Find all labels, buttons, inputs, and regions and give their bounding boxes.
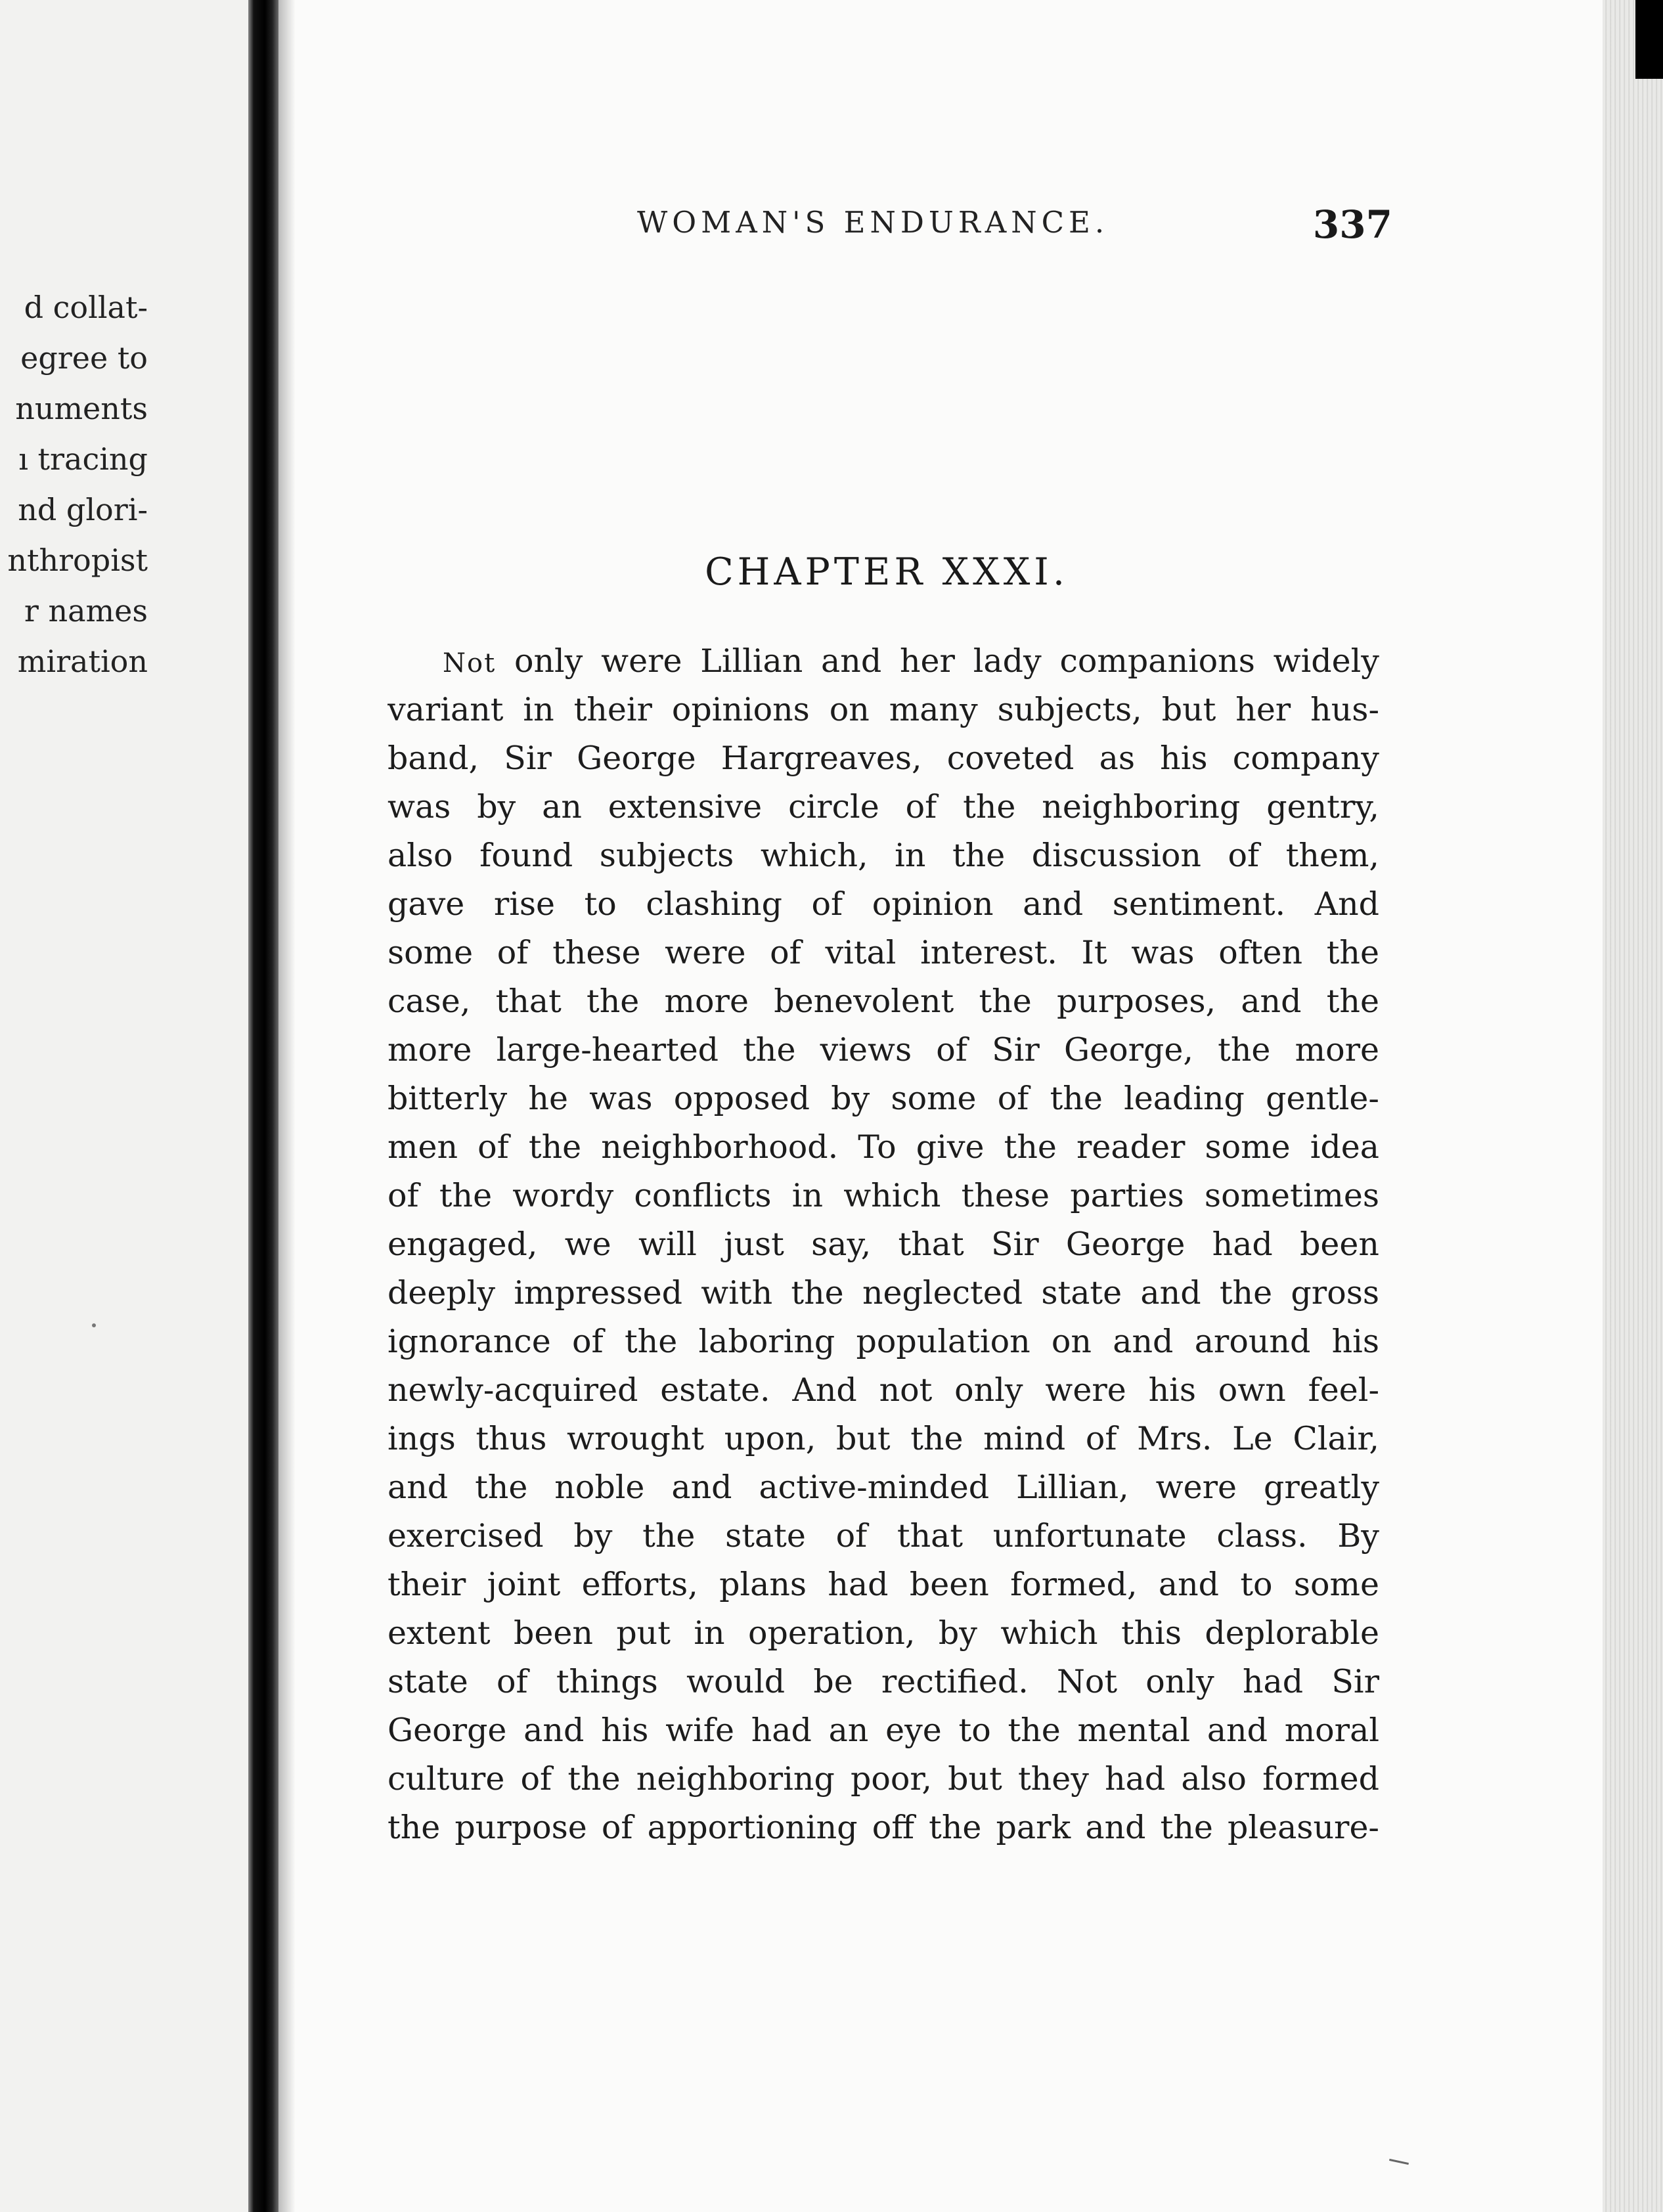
text-line: band, Sir George Hargreaves, coveted as his company [388,740,1379,777]
text-line: and the noble and active-minded Lillian, were greatly [388,1469,1379,1506]
text-line: extent been put in operation, by which this deplorable [388,1614,1379,1652]
first-line-text: only were Lillian and her lady companions widely [496,642,1379,680]
text-line: culture of the neighboring poor, but they had also formed [388,1760,1379,1798]
left-page-line: nd glori- [18,492,148,527]
text-line: gave rise to clashing of opinion and sentiment. And [388,885,1379,923]
left-page-line: egree to [20,340,148,376]
text-line: their joint efforts, plans had been formed, and to some [388,1566,1379,1603]
left-page-text [0,282,253,687]
text-line: case, that the more benevolent the purposes, and the [388,983,1379,1020]
text-line: exercised by the state of that unfortunate class. By [388,1517,1379,1555]
text-line: engaged, we will just say, that Sir George had been [388,1226,1379,1263]
chapter-heading: CHAPTER XXXI. [705,550,1069,594]
text-line: George and his wife had an eye to the mental and moral [388,1712,1379,1749]
paragraph-first-line [388,637,1379,686]
left-page-line: r names [24,593,148,629]
left-page-line: ı tracing [18,441,148,477]
text-line: bitterly he was opposed by some of the leading gentle- [388,1080,1379,1117]
text-line: more large-hearted the views of Sir George, the more [388,1031,1379,1069]
book-binding-gutter [248,0,278,2212]
page-edges [1603,0,1663,2212]
running-header-title: WOMAN'S ENDURANCE. [637,205,1109,240]
text-line: the purpose of apportioning off the park and the pleasure- [388,1809,1379,1846]
text-line: was by an extensive circle of the neighboring gentry, [388,788,1379,826]
left-page-line: miration [17,644,148,679]
opening-word: Not [443,648,497,678]
text-line: variant in their opinions on many subjects, but her hus- [388,691,1379,728]
left-facing-page [0,0,253,2212]
left-page-line: nthropist [7,542,148,578]
text-line: also found subjects which, in the discussion of them, [388,837,1379,874]
page-number: 337 [1312,202,1392,247]
text-line: ignorance of the laboring population on and around his [388,1323,1379,1360]
left-page-line: numents [15,391,148,426]
chapter-body-text [388,637,1379,1852]
text-line: deeply impressed with the neglected state and the gross [388,1274,1379,1312]
text-line: newly-acquired estate. And not only were his own feel- [388,1371,1379,1409]
gutter-shadow [278,0,296,2212]
text-line: men of the neighborhood. To give the reader some idea [388,1128,1379,1166]
ink-speck [92,1323,96,1327]
left-page-line: d collat- [24,290,148,325]
text-line: of the wordy conflicts in which these parties sometimes [388,1177,1379,1214]
text-line: some of these were of vital interest. It was often the [388,934,1379,971]
text-line: state of things would be rectified. Not only had Sir [388,1663,1379,1700]
text-line: ings thus wrought upon, but the mind of Mrs. Le Clair, [388,1420,1379,1457]
page-edge-shadow [1635,0,1663,79]
